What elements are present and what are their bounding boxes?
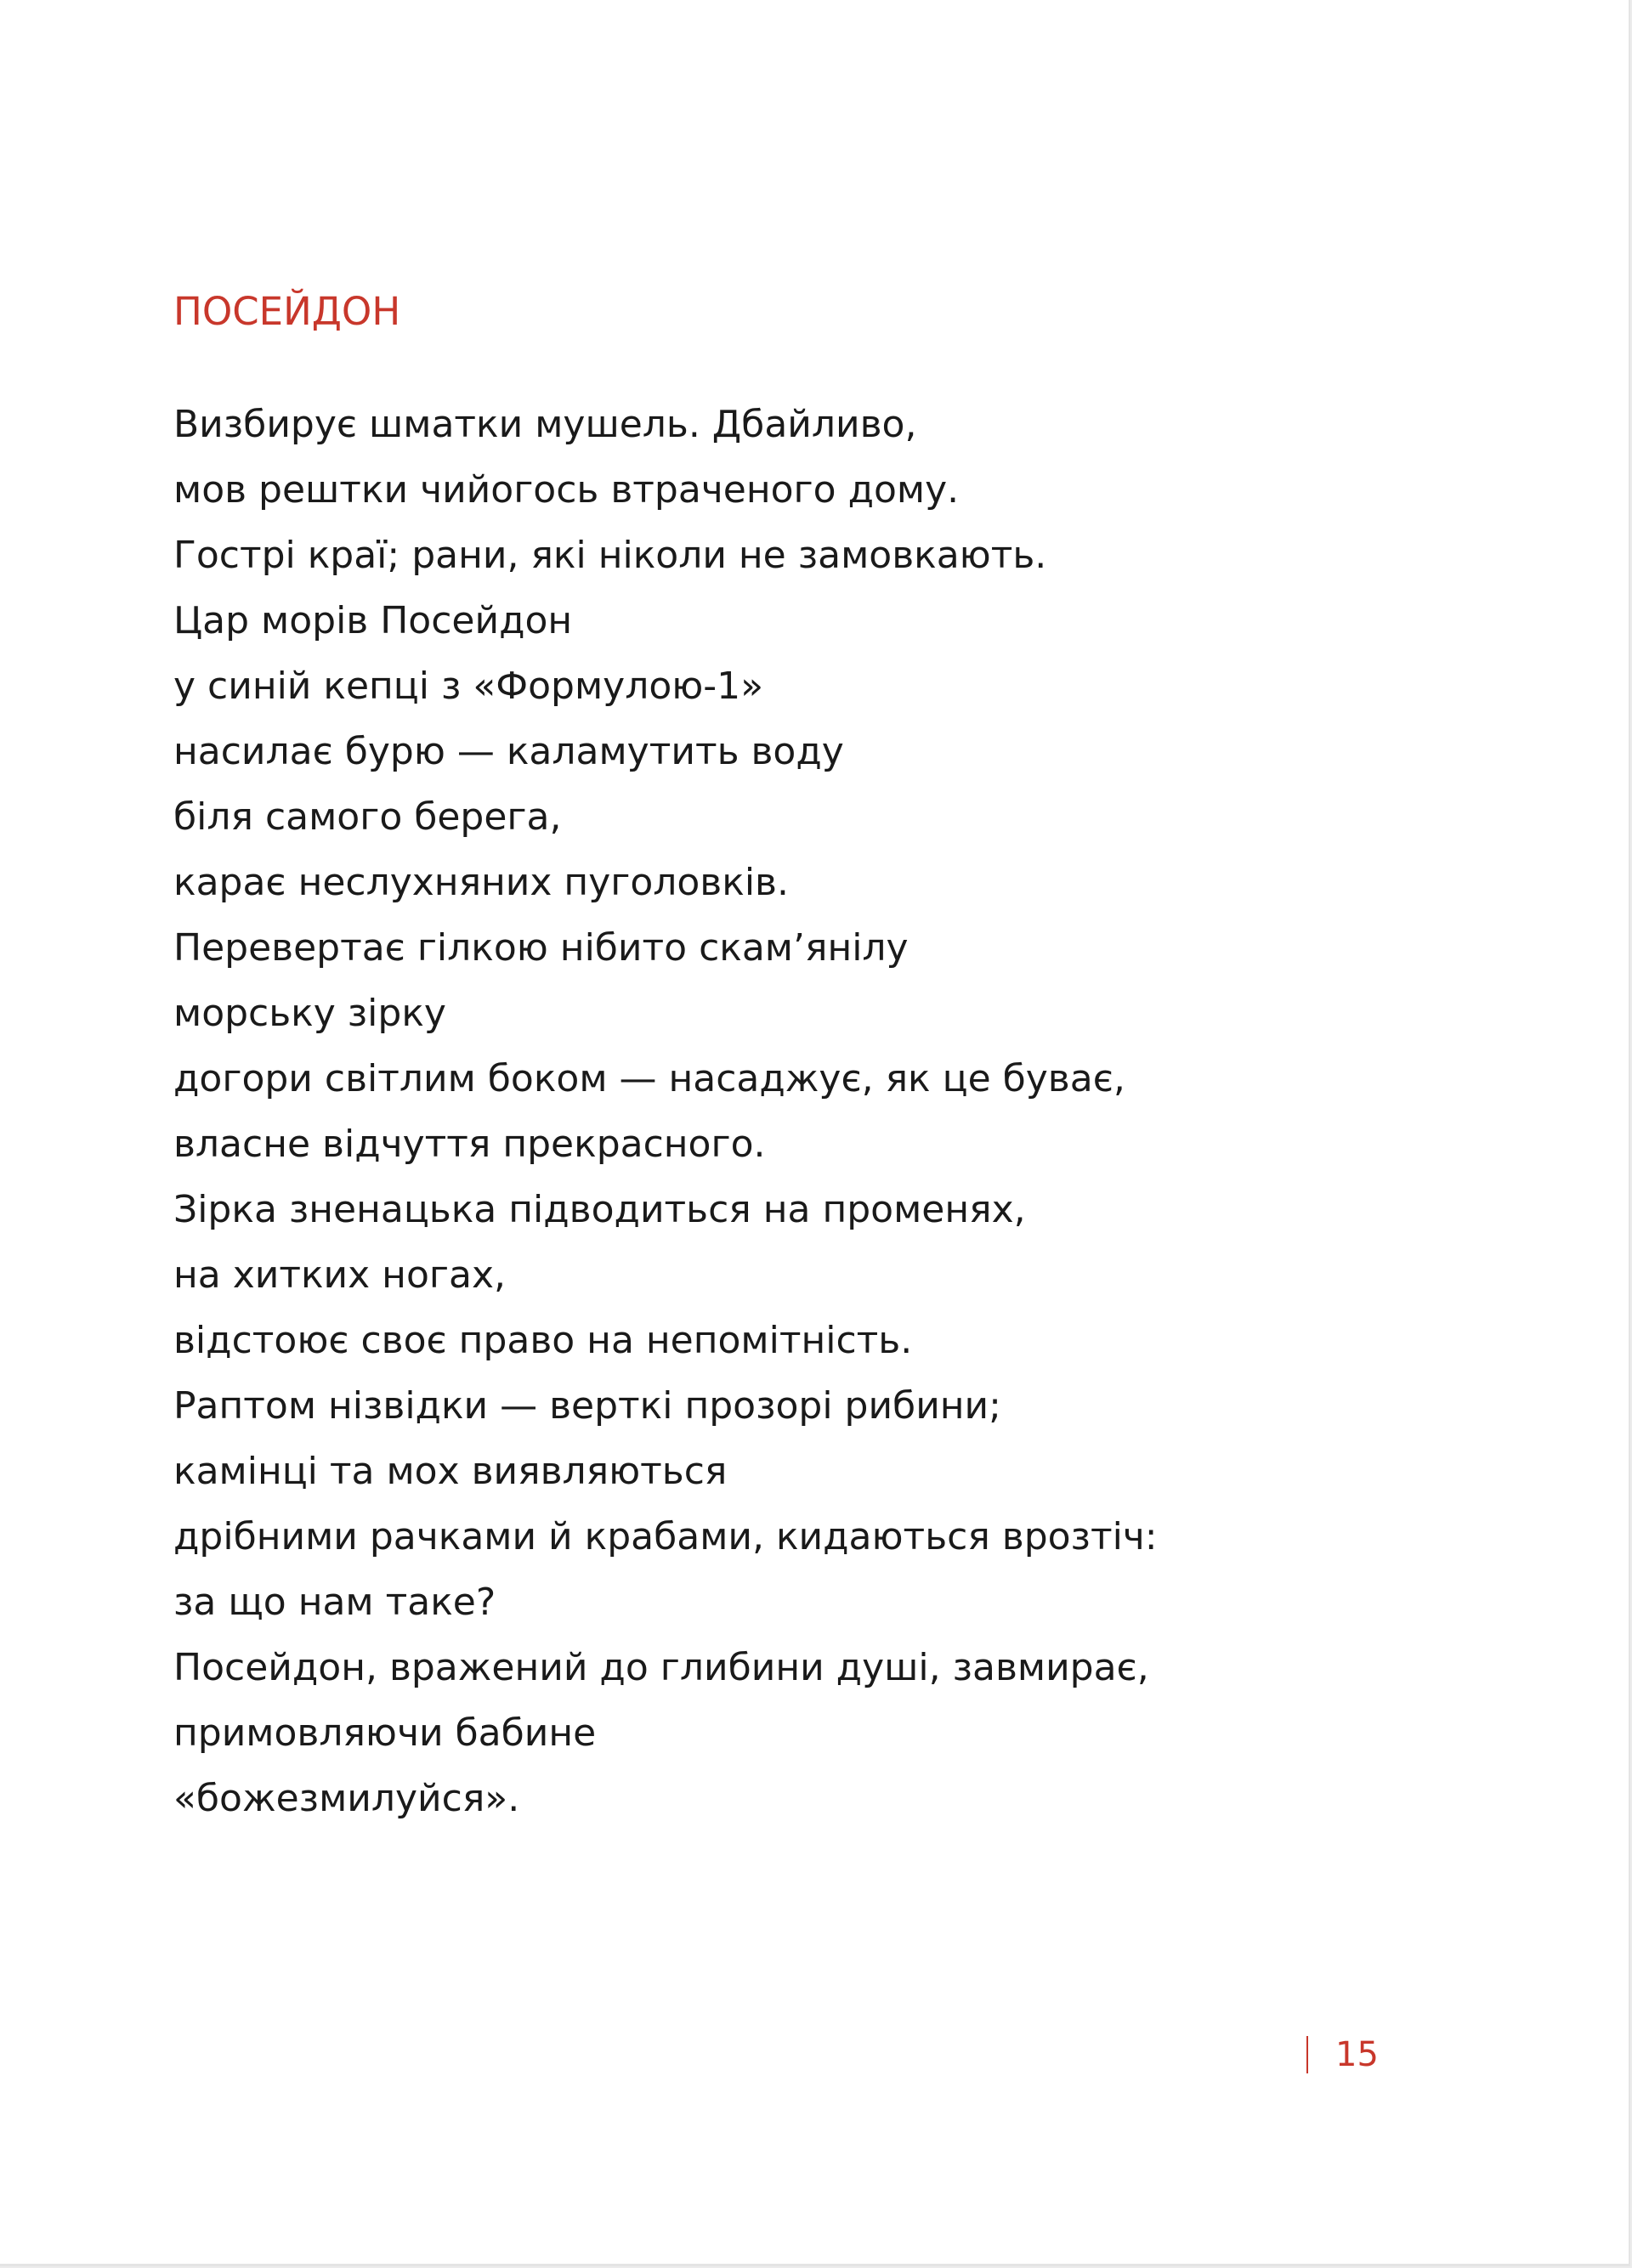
poem-line: насилає бурю — каламутить воду	[173, 730, 844, 773]
poem-line: мов рештки чийогось втраченого дому.	[173, 468, 960, 512]
poem-line: дрібними рачками й крабами, кидаються врозтіч:	[173, 1515, 1158, 1558]
poem-line: власне відчуття прекрасного.	[173, 1123, 766, 1166]
poem-line: Посейдон, вражений до глибини душі, завмирає,	[173, 1646, 1149, 1689]
poem-line: на хитких ногах,	[173, 1253, 506, 1297]
poem-line: догори світлим боком — насаджує, як це буває,	[173, 1057, 1125, 1100]
poem-line: відстоює своє право на непомітність.	[173, 1319, 913, 1362]
poem-line: примовляючи бабине	[173, 1711, 597, 1755]
poem-line: Зірка зненацька підводиться на променях,	[173, 1188, 1026, 1231]
poem-line: морську зірку	[173, 992, 446, 1035]
poem-line: Перевертає гілкою нібито скам’янілу	[173, 926, 909, 970]
poem-line: за що нам таке?	[173, 1581, 496, 1624]
poem-line: Цар морів Посейдон	[173, 599, 573, 642]
poem-line: «божезмилуйся».	[173, 1777, 520, 1820]
page-folio	[1306, 2036, 1379, 2073]
poem-line: Гострі краї; рани, які ніколи не замовкають.	[173, 534, 1047, 577]
poem-line: Визбирує шматки мушель. Дбайливо,	[173, 403, 917, 446]
poem-title: ПОСЕЙДОН	[173, 289, 401, 334]
folio-divider	[1306, 2036, 1308, 2073]
poem-line: камінці та мох виявляються	[173, 1450, 728, 1493]
poem-body	[173, 392, 1158, 1831]
page-number: 15	[1335, 2035, 1379, 2074]
poem-line: у синій кепці з «Формулою-1»	[173, 665, 764, 708]
poem-line: біля самого берега,	[173, 795, 562, 839]
poem-line: Раптом нізвідки — верткі прозорі рибини;	[173, 1384, 1001, 1428]
poem-line: карає неслухняних пуголовків.	[173, 861, 789, 904]
